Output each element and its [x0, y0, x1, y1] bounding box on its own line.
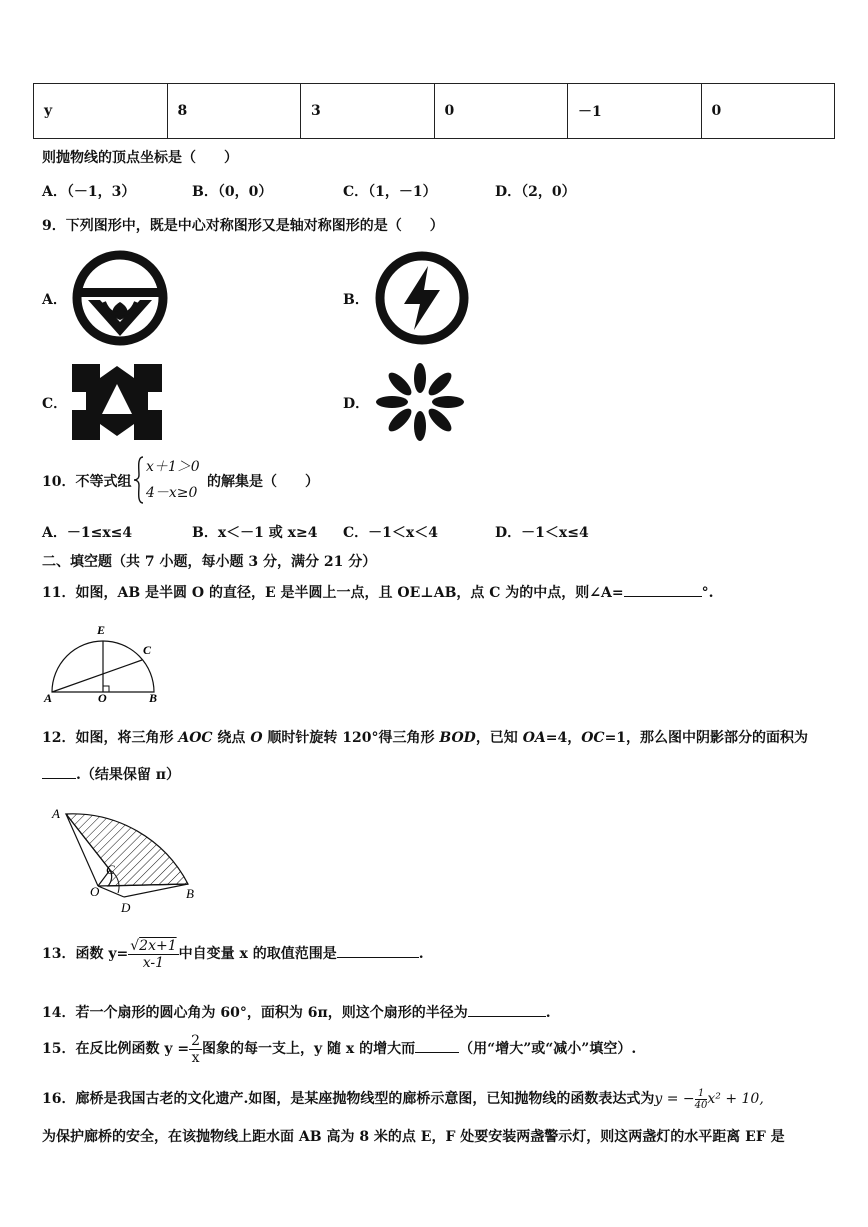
q15-denominator: x	[191, 1049, 200, 1066]
q12-oa: OA	[522, 730, 546, 746]
q15-text: 图象的每一支上，y 随 x 的增大而	[202, 1041, 416, 1057]
q10-option-d: D．－1＜x≤4	[495, 525, 589, 541]
q15-fraction	[189, 1033, 202, 1066]
q10-option-a: A．－1≤x≤4	[42, 525, 133, 541]
table-cell: 0	[701, 84, 835, 139]
q15-text: 15．在反比例函数 y =	[42, 1041, 190, 1057]
q16-formula-tail: x² + 10,	[707, 1091, 764, 1107]
table-cell: 3	[301, 84, 435, 139]
q13-numerator: √2x+1	[130, 937, 177, 954]
label-e: E	[97, 623, 106, 637]
answer-blank[interactable]	[42, 764, 76, 779]
q9-label-a: A．	[42, 292, 67, 308]
q10-inequality-2: 4－x≥0	[146, 485, 198, 501]
q12-text: 绕点	[212, 730, 251, 746]
q14-text: .	[545, 1005, 551, 1021]
label-c: C	[106, 862, 115, 877]
q8-question: 则抛物线的顶点坐标是（ ）	[42, 150, 238, 166]
q10-suffix: 的解集是（ ）	[207, 474, 319, 490]
label-c: C	[143, 643, 152, 657]
q12-line-2	[42, 764, 180, 784]
q12-aoc: AOC	[178, 730, 213, 746]
q11-text-before: 11．如图，AB 是半圆 O 的直径，E 是半圆上一点，且 OE⊥AB，点 C 为的中点，则∠A=	[42, 585, 624, 601]
q9-question: 9．下列图形中，既是中心对称图形又是轴对称图形的是（ ）	[42, 218, 444, 234]
q8-option-d: D．（2，0）	[495, 184, 576, 200]
q14-question	[42, 1002, 551, 1022]
q12-oc: OC	[581, 730, 605, 746]
q12-text: .（结果保留 π）	[76, 767, 180, 783]
q9-label-c: C．	[42, 396, 68, 412]
semicircle-diagram	[40, 620, 170, 705]
q10-inequality-1: x＋1＞0	[146, 459, 200, 475]
q15-text: （用“增大”或“减小”填空）.	[459, 1041, 637, 1057]
q12-bod: BOD	[439, 730, 476, 746]
block-figure	[72, 364, 162, 440]
q8-option-b: B．（0，0）	[192, 184, 273, 200]
table-row	[34, 84, 835, 139]
answer-blank[interactable]	[337, 943, 419, 958]
answer-blank[interactable]	[468, 1002, 546, 1017]
q16-numerator: 1	[695, 1088, 708, 1100]
label-a: A	[52, 806, 60, 821]
label-b: B	[149, 691, 158, 705]
label-o: O	[90, 884, 100, 899]
q8-option-a: A．（－1，3）	[42, 184, 136, 200]
q12-text: =1，那么图中阴影部分的面积为	[604, 730, 809, 746]
answer-blank[interactable]	[624, 582, 702, 597]
label-a: A	[44, 691, 53, 705]
emblem-v-figure	[70, 250, 170, 346]
q12-text: 12．如图，将三角形	[42, 730, 179, 746]
q13-text: .	[418, 946, 424, 962]
q16-fraction	[695, 1088, 708, 1111]
q12-text: ，已知	[475, 730, 523, 746]
q12-text: 顺时针旋转 120°得三角形	[262, 730, 440, 746]
table-cell: 8	[167, 84, 301, 139]
q13-radicand: 2x+1	[139, 937, 177, 954]
table-cell: －1	[568, 84, 702, 139]
q16-line-2: 为保护廊桥的安全，在该抛物线上距水面 AB 高为 8 米的点 E，F 处要安装两盏警示灯，则这两盏灯的水平距离 EF 是	[42, 1129, 785, 1145]
flower-figure	[374, 362, 466, 442]
section-heading: 二、填空题（共 7 小题，每小题 3 分，满分 21 分）	[42, 554, 377, 570]
value-table	[33, 83, 835, 139]
q8-option-c: C．（1，－1）	[343, 184, 437, 200]
q9-label-d: D．	[343, 396, 370, 412]
q16-formula: y = −	[654, 1091, 695, 1107]
lightning-circle-figure	[372, 250, 472, 346]
q11-question	[42, 582, 714, 602]
q13-text: 中自变量 x 的取值范围是	[178, 946, 337, 962]
table-cell: y	[34, 84, 168, 139]
table-cell: 0	[434, 84, 568, 139]
q13-text: 13．函数 y=	[42, 946, 129, 962]
q10-prefix: 10．不等式组	[42, 474, 132, 490]
q14-text: 14．若一个扇形的圆心角为 60°，面积为 6π，则这个扇形的半径为	[42, 1005, 468, 1021]
q15-numerator: 2	[191, 1032, 201, 1049]
rotation-sector-diagram	[48, 800, 203, 918]
answer-blank[interactable]	[415, 1038, 459, 1053]
q16-denominator: 40	[694, 1099, 708, 1111]
q10-option-c: C．－1＜x＜4	[343, 525, 438, 541]
label-d: D	[121, 900, 131, 915]
q10-option-b: B．x＜－1 或 x≥4	[192, 525, 318, 541]
brace-icon	[133, 455, 145, 505]
q13-fraction	[128, 938, 178, 971]
q16-text: 16．廊桥是我国古老的文化遗产.如图，是某座抛物线型的廊桥示意图，已知抛物线的函数表达式为	[42, 1091, 655, 1107]
q13-question	[42, 936, 424, 972]
q12-text: =4，	[545, 730, 582, 746]
q11-text-after: °.	[701, 585, 714, 601]
q13-denominator: x-1	[142, 954, 165, 971]
label-o: O	[98, 691, 107, 705]
label-b: B	[186, 886, 194, 901]
q12-o: O	[250, 730, 263, 746]
q15-question	[42, 1030, 636, 1068]
q16-line-1	[42, 1086, 764, 1112]
q9-label-b: B．	[343, 292, 369, 308]
q12-line-1	[42, 729, 808, 747]
